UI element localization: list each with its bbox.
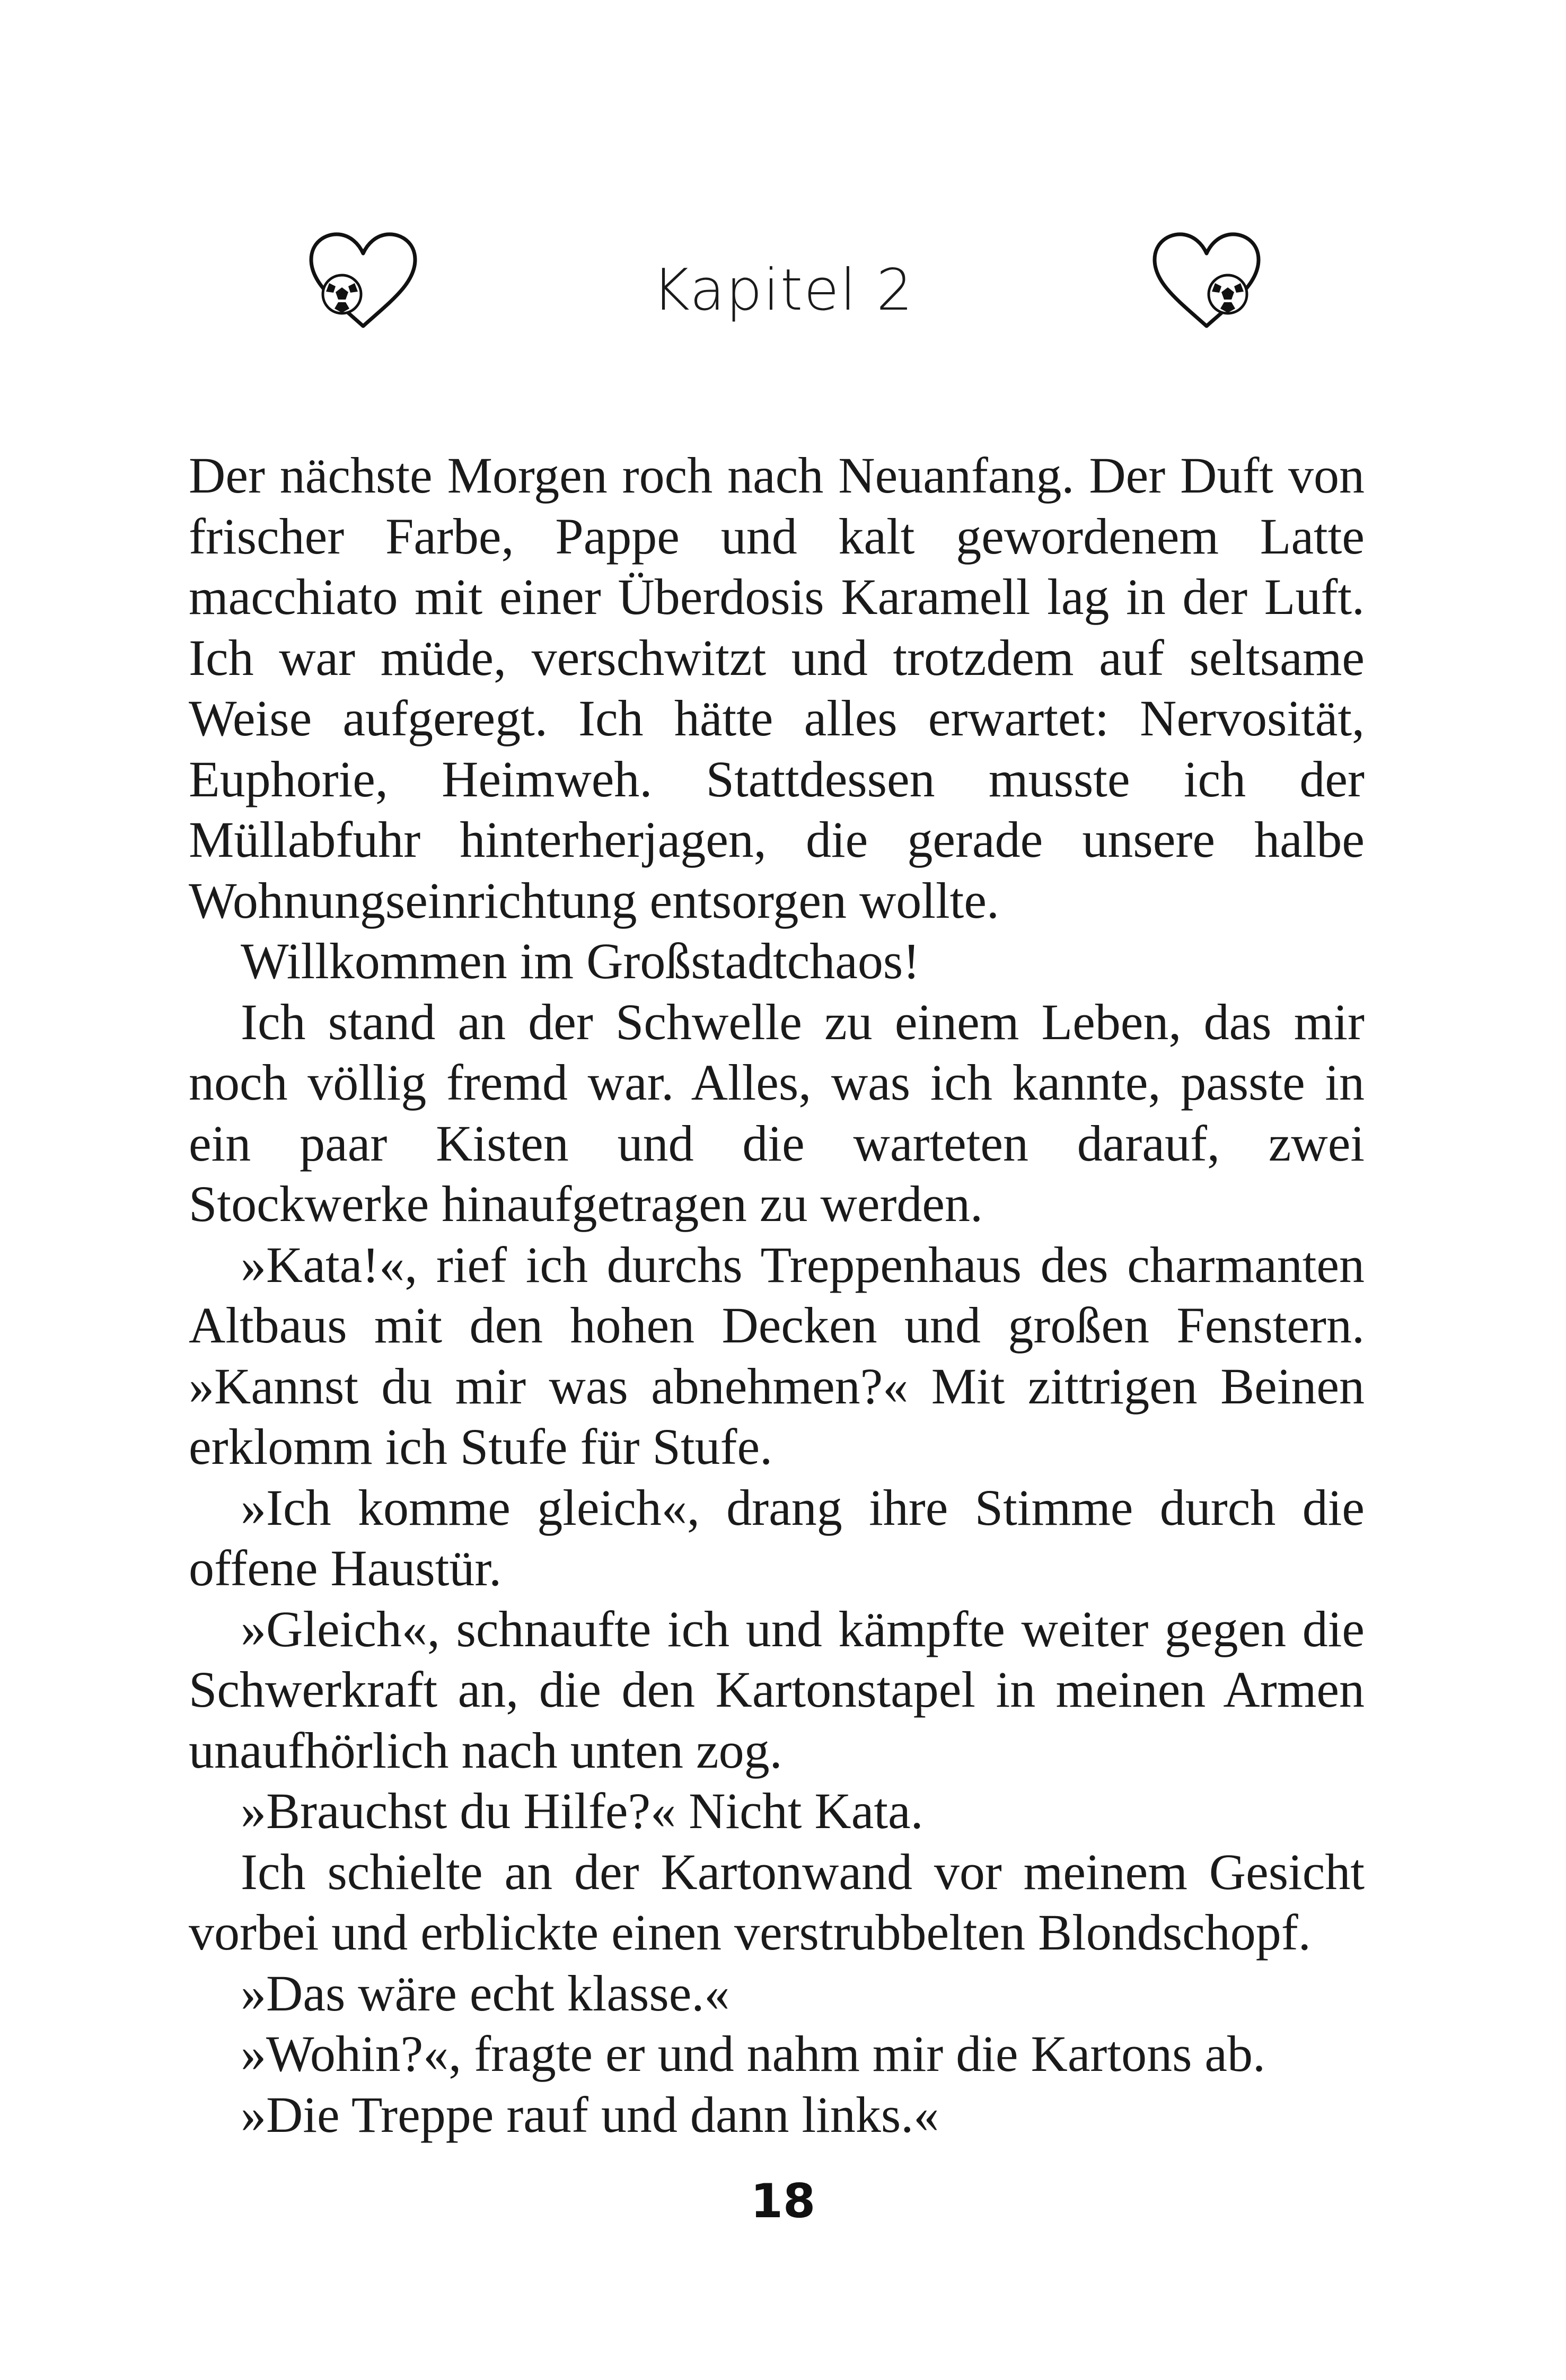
paragraph: »Ich komme gleich«, drang ihre Stimme durch die offene Haustür. bbox=[189, 1479, 1365, 1596]
chapter-body bbox=[189, 445, 1365, 2145]
chapter-header bbox=[0, 228, 1566, 398]
paragraph: »Kata!«, rief ich durchs Treppenhaus des charmanten Altbaus mit den hohen Decken und großen Fenstern. »Kannst du mir was abnehmen?« Mit zittrigen Beinen erklomm ich Stufe für Stufe. bbox=[189, 1236, 1365, 1475]
paragraph: »Das wäre echt klasse.« bbox=[241, 1964, 730, 2022]
paragraph: »Brauchst du Hilfe?« Nicht Kata. bbox=[241, 1782, 923, 1839]
paragraph: Ich stand an der Schwelle zu einem Leben, das mir noch völlig fremd war. Alles, was ich kannte, passte in ein paar Kisten und die warteten darauf, zwei Stockwerke hinaufgetragen zu werden. bbox=[189, 993, 1365, 1232]
paragraph: Ich schielte an der Kartonwand vor meinem Gesicht vorbei und erblickte einen verstrubbelten Blondschopf. bbox=[189, 1843, 1365, 1961]
chapter-title: Kapitel 2 bbox=[652, 257, 914, 323]
paragraph: Willkommen im Großstadtchaos! bbox=[241, 933, 920, 989]
paragraph: »Die Treppe rauf und dann links.« bbox=[241, 2086, 939, 2143]
paragraph: »Gleich«, schnaufte ich und kämpfte weiter gegen die Schwerkraft an, die den Kartonstapel in meinen Armen unaufhörlich nach unten zog. bbox=[189, 1600, 1365, 1779]
paragraph: Der nächste Morgen roch nach Neuanfang. Der Duft von frischer Farbe, Pappe und kalt gewordenem Latte macchiato mit einer Überdosis Karamell lag in der Luft. Ich war müde, verschwitzt und trotzdem auf seltsame Weise aufgeregt. Ich hätte alles erwartet: Nervosität, Euphorie, Heimweh. Stattdessen musste ich der Müllabfuhr hinterherjagen, die gerade unsere halbe Wohnungseinrichtung entsorgen wollte. bbox=[189, 447, 1365, 929]
heart-football-icon bbox=[1148, 228, 1265, 334]
page-number: 18 bbox=[750, 2174, 816, 2228]
paragraph: »Wohin?«, fragte er und nahm mir die Kartons ab. bbox=[241, 2025, 1266, 2082]
